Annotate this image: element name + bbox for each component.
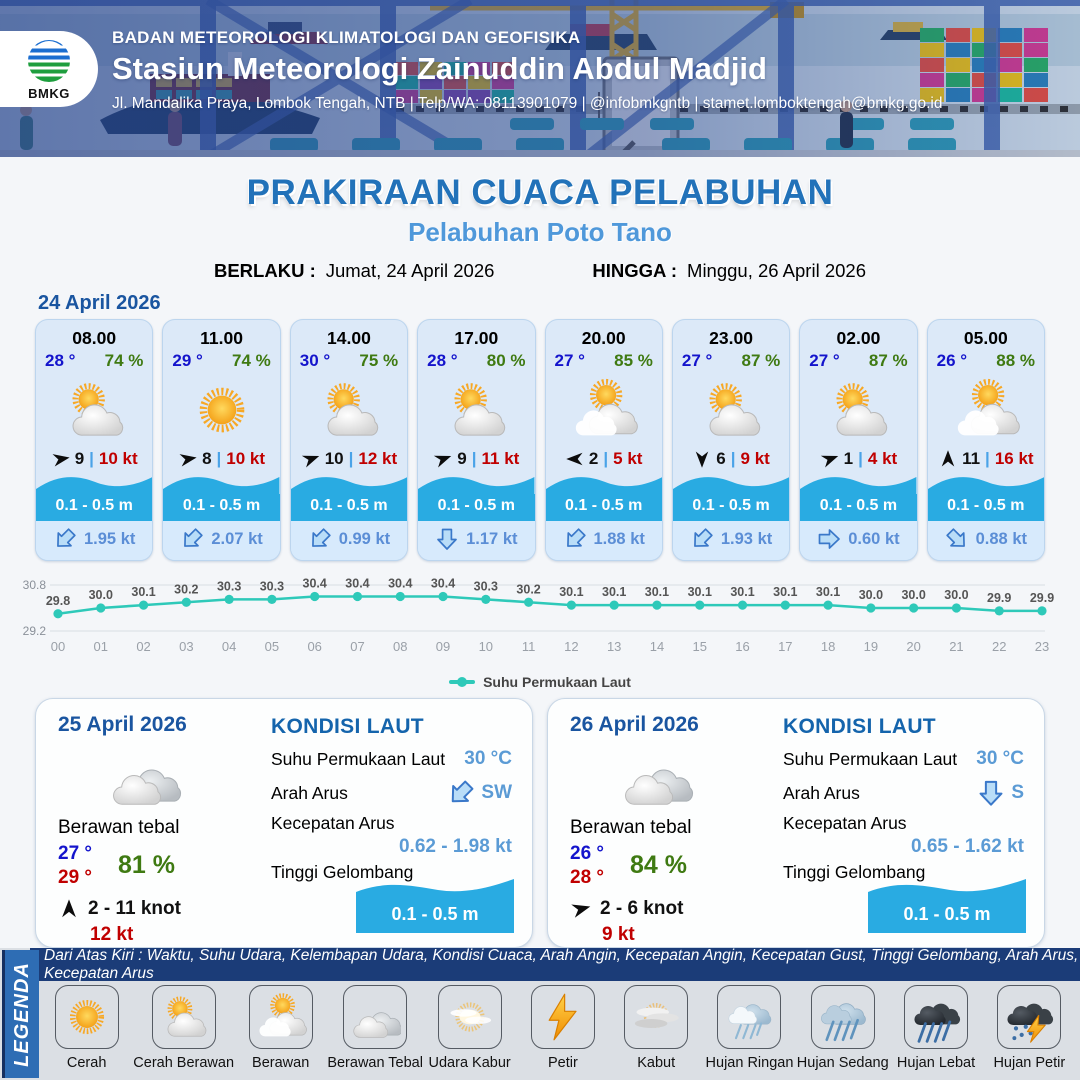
legend-item	[133, 985, 234, 1071]
card-time: 11.00	[200, 328, 243, 348]
wave-height-band	[928, 472, 1044, 521]
wind-direction-icon	[692, 449, 712, 469]
svg-text:30.0: 30.0	[901, 588, 926, 602]
gust-speed: 4 kt	[867, 449, 898, 468]
svg-text:30.1: 30.1	[815, 585, 841, 600]
bmkg-logo	[0, 31, 98, 107]
card-time: 20.00	[581, 328, 626, 348]
forecast-card	[162, 319, 280, 561]
svg-text:30.2: 30.2	[174, 582, 199, 597]
svg-text:04: 04	[221, 639, 237, 654]
svg-text:30.4: 30.4	[430, 576, 456, 591]
sst-value: 30 °C	[976, 748, 1024, 769]
gust-speed: 11 kt	[481, 449, 520, 468]
card-temperature: 28 °	[427, 351, 458, 370]
wave-crest	[928, 472, 1044, 494]
card-time: 02.00	[836, 328, 881, 348]
legend-icon-box	[438, 985, 502, 1049]
wave-crest	[291, 472, 407, 494]
wave-height-value: 0.1 - 0.5 m	[163, 494, 279, 521]
svg-text:30.1: 30.1	[687, 585, 712, 600]
wave-height-band	[546, 472, 662, 521]
svg-text:08: 08	[393, 639, 408, 654]
sst-chart	[0, 571, 1080, 690]
card-humidity: 74 %	[232, 351, 271, 370]
legend-item	[796, 985, 889, 1071]
legend-items	[40, 985, 1076, 1071]
weather-icon	[315, 373, 383, 447]
svg-text:03: 03	[179, 639, 194, 654]
current-direction-label: Arah Arus	[783, 782, 860, 803]
sst-chart-legend	[0, 674, 1080, 690]
card-humidity: 88 %	[996, 351, 1035, 370]
wave-height-label: Tinggi Gelombang	[271, 862, 414, 882]
wave-height-value: 0.1 - 0.5 m	[418, 494, 534, 521]
gust-speed: 9 kt	[602, 923, 635, 945]
card-humidity: 85 %	[614, 351, 653, 370]
bmkg-logo-text: BMKG	[28, 86, 70, 101]
wind-range: 2 - 6 knot	[600, 897, 684, 919]
card-current-row	[291, 521, 407, 560]
forecast-card	[672, 319, 790, 561]
wave-crest	[36, 472, 152, 494]
forecast-card	[799, 319, 917, 561]
current-speed: 1.17 kt	[466, 529, 518, 548]
wave-height-band	[36, 472, 152, 521]
day-card-25	[35, 698, 533, 948]
page-title: PRAKIRAAN CUACA PELABUHAN	[246, 173, 834, 212]
current-speed: 1.93 kt	[720, 529, 773, 548]
svg-text:22: 22	[991, 639, 1007, 654]
card-humidity: 80 %	[486, 351, 526, 370]
card-time: 23.00	[709, 328, 753, 348]
svg-text:30.1: 30.1	[131, 585, 156, 600]
sst-chart-plot	[0, 571, 1080, 667]
temp-min: 27 °	[58, 843, 93, 864]
svg-text:19: 19	[863, 639, 879, 654]
wave-crest	[163, 472, 279, 494]
current-direction-icon	[175, 522, 209, 556]
wave-height-band	[163, 472, 279, 521]
legend-label: Berawan	[252, 1055, 310, 1071]
svg-text:30.2: 30.2	[516, 582, 541, 597]
wave-height-value: 0.1 - 0.5 m	[36, 494, 152, 521]
wind-speed: 11	[962, 449, 981, 468]
wind-speed: 2	[588, 449, 599, 468]
wave-height-band	[800, 472, 916, 521]
weather-icon	[60, 373, 128, 447]
forecast-card	[35, 319, 153, 561]
svg-text:20: 20	[906, 639, 921, 654]
wind-direction-icon	[298, 446, 324, 472]
validity-row	[0, 260, 1080, 282]
day-card-26	[547, 698, 1045, 948]
legend-label: Udara Kabur	[428, 1055, 511, 1071]
legend-label: Hujan Ringan	[705, 1055, 794, 1071]
hingga-value: Minggu, 26 April 2026	[687, 260, 866, 281]
svg-text:30.3: 30.3	[259, 579, 285, 594]
current-speed-value: 0.65 - 1.62 kt	[910, 836, 1024, 857]
legend-icon-box	[531, 985, 595, 1049]
page-subtitle: Pelabuhan Poto Tano	[408, 217, 672, 247]
wind-direction-icon	[49, 447, 72, 470]
current-speed: 2.07 kt	[211, 529, 263, 548]
legend-banner: LEGENDA	[2, 950, 39, 1078]
svg-text:30.0: 30.0	[944, 588, 969, 602]
current-speed: 1.95 kt	[84, 529, 136, 548]
legend-label: Cerah	[66, 1055, 107, 1071]
wind-direction-icon	[58, 898, 80, 920]
legend-icon-box	[904, 985, 968, 1049]
svg-text:01: 01	[93, 639, 109, 654]
current-direction-icon	[685, 522, 719, 556]
wave-height-label: Tinggi Gelombang	[783, 862, 926, 882]
card-wind-row: 8 | 10 kt	[178, 449, 265, 469]
humidity: 84 %	[630, 851, 687, 880]
weather-icon	[697, 373, 765, 447]
weather-icon	[570, 373, 638, 447]
gust-speed: 9 kt	[740, 449, 770, 468]
legend-label: Hujan Lebat	[896, 1055, 976, 1071]
svg-text:14: 14	[649, 639, 665, 654]
wind-direction-icon	[568, 895, 595, 922]
wind-range: 2 - 11 knot	[88, 897, 181, 919]
svg-text:17: 17	[778, 639, 793, 654]
legend-note: Dari Atas Kiri : Waktu, Suhu Udara, Kelembapan Udara, Kondisi Cuaca, Arah Angin, Kecepatan Angin, Kecepatan Gust, Tinggi Gelombang, Arah Arus, Kecepatan Arus	[30, 948, 1080, 981]
svg-text:30.8: 30.8	[22, 578, 46, 592]
legend-section	[0, 948, 1080, 1080]
day-date: 26 April 2026	[570, 713, 699, 736]
wind-speed: 9	[457, 449, 467, 468]
station-name: Stasiun Meteorologi Zainuddin Abdul Madjid	[112, 51, 767, 86]
card-humidity: 75 %	[359, 351, 399, 370]
gust-speed: 10 kt	[226, 449, 266, 468]
wave-height-badge	[868, 878, 1026, 933]
legend-label: Petir	[547, 1055, 578, 1071]
legend-icon-box	[717, 985, 781, 1049]
legend-item	[703, 985, 796, 1071]
svg-text:30.1: 30.1	[602, 585, 627, 600]
card-current-row	[36, 521, 152, 560]
gust-speed: 5 kt	[613, 449, 643, 468]
card-temperature: 26 °	[936, 351, 968, 370]
svg-text:30.4: 30.4	[388, 576, 413, 591]
legend-icon-box	[811, 985, 875, 1049]
legend-label: Kabut	[637, 1055, 676, 1071]
current-direction-text: SW	[481, 782, 512, 803]
svg-text:30.3: 30.3	[473, 579, 498, 594]
legend-label: Hujan Sedang	[796, 1055, 889, 1071]
current-speed: 1.88 kt	[593, 529, 645, 548]
temp-max: 29 °	[58, 866, 93, 888]
svg-text:29.8: 29.8	[45, 593, 71, 608]
header-banner	[0, 0, 1080, 157]
card-wind-row: 10 | 12 kt	[301, 449, 397, 469]
svg-text:05: 05	[264, 639, 280, 654]
svg-text:30.4: 30.4	[302, 576, 327, 591]
current-direction-icon	[977, 779, 1005, 807]
svg-text:23: 23	[1034, 639, 1050, 654]
wave-height-value: 0.1 - 0.5 m	[928, 494, 1044, 521]
wave-height-value: 0.1 - 0.5 m	[546, 494, 662, 521]
wave-height-band	[291, 472, 407, 521]
wind-speed: 8	[202, 449, 212, 468]
condition-text: Berawan tebal	[570, 817, 692, 838]
wave-height-value: 0.1 - 0.5 m	[673, 494, 789, 521]
legend-series-name: Suhu Permukaan Laut	[483, 674, 631, 690]
current-direction-icon	[558, 522, 592, 556]
current-speed-label: Kecepatan Arus	[783, 813, 907, 833]
card-current-row	[418, 521, 534, 560]
card-temperature: 27 °	[554, 351, 585, 370]
svg-text:00: 00	[50, 639, 66, 654]
svg-text:29.2: 29.2	[22, 624, 46, 638]
wind-direction-icon	[938, 449, 958, 469]
svg-text:16: 16	[735, 639, 750, 654]
legend-icon-box	[249, 985, 313, 1049]
svg-text:09: 09	[435, 639, 451, 654]
svg-text:21: 21	[949, 639, 964, 654]
wave-height-value: 0.1 - 0.5 m	[868, 902, 1026, 933]
svg-text:10: 10	[478, 639, 494, 654]
wave-crest	[418, 472, 534, 494]
legend-icon-box	[55, 985, 119, 1049]
card-time: 05.00	[963, 328, 1008, 348]
current-direction-text: S	[1011, 782, 1024, 803]
card-wind-row: 9 | 10 kt	[51, 449, 138, 469]
svg-text:30.1: 30.1	[644, 585, 670, 600]
svg-text:02: 02	[136, 639, 151, 654]
legend-marker-icon	[449, 680, 475, 684]
current-direction-icon	[817, 527, 841, 551]
card-temperature: 27 °	[681, 351, 713, 370]
current-direction-icon	[442, 773, 482, 813]
svg-text:30.0: 30.0	[858, 588, 884, 602]
day-date: 25 April 2026	[58, 713, 187, 736]
card-current-row	[673, 521, 789, 560]
svg-text:13: 13	[606, 639, 622, 654]
humidity: 81 %	[118, 851, 175, 880]
card-current-row	[800, 521, 916, 560]
current-direction-label: Arah Arus	[271, 782, 348, 803]
gust-speed: 10 kt	[98, 449, 138, 468]
gust-speed: 12 kt	[358, 449, 398, 468]
wave-height-value: 0.1 - 0.5 m	[291, 494, 407, 521]
wind-direction-icon	[430, 446, 456, 472]
legend-label: Berawan Tebal	[327, 1055, 423, 1071]
gust-speed: 12 kt	[90, 923, 134, 945]
card-wind-row: 9 | 11 kt	[433, 449, 519, 469]
svg-text:15: 15	[692, 639, 707, 654]
legend-label: Cerah Berawan	[133, 1055, 235, 1071]
current-direction-icon	[303, 522, 337, 556]
card-temperature: 30 °	[299, 351, 331, 370]
svg-text:07: 07	[350, 639, 365, 654]
wave-height-band	[418, 472, 534, 521]
card-wind-row: 2 | 5 kt	[565, 449, 643, 469]
wave-height-band	[673, 472, 789, 521]
berlaku-value: Jumat, 24 April 2026	[325, 260, 495, 281]
legend-label: Hujan Petir	[993, 1055, 1066, 1071]
card-current-row	[546, 521, 662, 560]
wind-speed: 6	[716, 449, 726, 468]
wave-height-value: 0.1 - 0.5 m	[800, 494, 916, 521]
wind-direction-icon	[176, 447, 199, 470]
legend-icon-box	[343, 985, 407, 1049]
card-humidity: 87 %	[741, 351, 781, 370]
card-time: 08.00	[72, 328, 117, 348]
card-temperature: 27 °	[809, 351, 840, 370]
card-time: 17.00	[454, 328, 499, 348]
condition-text: Berawan tebal	[58, 817, 180, 838]
svg-text:30.1: 30.1	[773, 585, 798, 600]
legend-item	[40, 985, 133, 1071]
temp-max: 28 °	[570, 866, 605, 888]
legend-icon-box	[624, 985, 688, 1049]
legend-icon-box	[152, 985, 216, 1049]
card-temperature: 29 °	[172, 351, 203, 370]
hingga-label: HINGGA :	[592, 260, 678, 281]
temp-min: 26 °	[570, 843, 605, 864]
svg-text:30.1: 30.1	[559, 585, 584, 600]
card-current-row	[163, 521, 279, 560]
wind-speed: 1	[843, 449, 854, 468]
sea-condition-title: KONDISI LAUT	[783, 715, 936, 738]
wave-height-badge	[356, 878, 514, 933]
sst-label: Suhu Permukaan Laut	[271, 748, 446, 769]
sst-value: 30 °C	[464, 748, 512, 769]
gust-speed: 16 kt	[994, 449, 1034, 468]
sea-condition-title: KONDISI LAUT	[271, 715, 424, 738]
legend-item	[234, 985, 327, 1071]
legend-item	[423, 985, 516, 1071]
svg-text:06: 06	[307, 639, 322, 654]
wind-direction-icon	[817, 446, 843, 472]
weather-icon	[188, 373, 256, 447]
weather-icon	[824, 373, 892, 447]
card-humidity: 74 %	[104, 351, 144, 370]
svg-text:30.3: 30.3	[216, 579, 242, 594]
card-wind-row: 6 | 9 kt	[692, 449, 770, 469]
card-wind-row: 11 | 16 kt	[938, 449, 1034, 469]
svg-text:29.9: 29.9	[987, 590, 1012, 605]
sst-label: Suhu Permukaan Laut	[783, 748, 958, 769]
legend-icon-box	[997, 985, 1061, 1049]
card-current-row	[928, 521, 1044, 560]
svg-text:30.4: 30.4	[345, 576, 370, 591]
berlaku-label: BERLAKU :	[213, 260, 316, 281]
wave-crest	[546, 472, 662, 494]
current-speed-value: 0.62 - 1.98 kt	[398, 836, 512, 857]
station-address: Jl. Mandalika Praya, Lombok Tengah, NTB | Telp/WA: 08113901079 | @infobmkgntb | stamet.lomboktengah@bmkg.go.id	[112, 95, 943, 112]
current-direction-icon	[940, 522, 974, 556]
legend-item	[327, 985, 423, 1071]
wave-crest	[800, 472, 916, 494]
current-direction-icon	[435, 527, 459, 551]
weather-icon	[442, 373, 510, 447]
svg-text:30.0: 30.0	[88, 588, 113, 602]
forecast-card	[417, 319, 535, 561]
weather-icon	[570, 737, 740, 815]
card-time: 14.00	[327, 328, 371, 348]
legend-item	[889, 985, 982, 1071]
forecast-date: 24 April 2026	[38, 292, 161, 314]
forecast-card	[545, 319, 663, 561]
svg-text:29.9: 29.9	[1029, 590, 1055, 605]
svg-text:30.1: 30.1	[730, 585, 755, 600]
wind-speed: 9	[74, 449, 85, 468]
forecast-card	[290, 319, 408, 561]
legend-item	[610, 985, 703, 1071]
forecast-card	[927, 319, 1045, 561]
current-speed: 0.60 kt	[848, 529, 900, 548]
wave-crest	[673, 472, 789, 494]
svg-text:11: 11	[521, 639, 536, 654]
weather-icon	[952, 373, 1020, 447]
daily-forecast-row	[0, 698, 1080, 948]
current-speed-label: Kecepatan Arus	[271, 813, 395, 833]
legend-item	[983, 985, 1076, 1071]
wave-height-value: 0.1 - 0.5 m	[356, 902, 514, 933]
current-direction-icon	[48, 522, 82, 556]
wind-direction-icon	[565, 449, 585, 469]
card-wind-row: 1 | 4 kt	[820, 449, 898, 469]
weather-icon	[58, 737, 228, 815]
card-humidity: 87 %	[868, 351, 908, 370]
bmkg-logo-icon	[25, 37, 73, 85]
current-speed: 0.99 kt	[338, 529, 391, 548]
hourly-forecast-row	[0, 319, 1080, 561]
svg-text:12: 12	[564, 639, 579, 654]
svg-text:18: 18	[820, 639, 836, 654]
agency-name: BADAN METEOROLOGI KLIMATOLOGI DAN GEOFISIKA	[112, 28, 581, 47]
current-speed: 0.88 kt	[975, 529, 1027, 548]
wind-speed: 10	[324, 449, 344, 468]
card-temperature: 28 °	[45, 351, 76, 370]
legend-item	[516, 985, 609, 1071]
